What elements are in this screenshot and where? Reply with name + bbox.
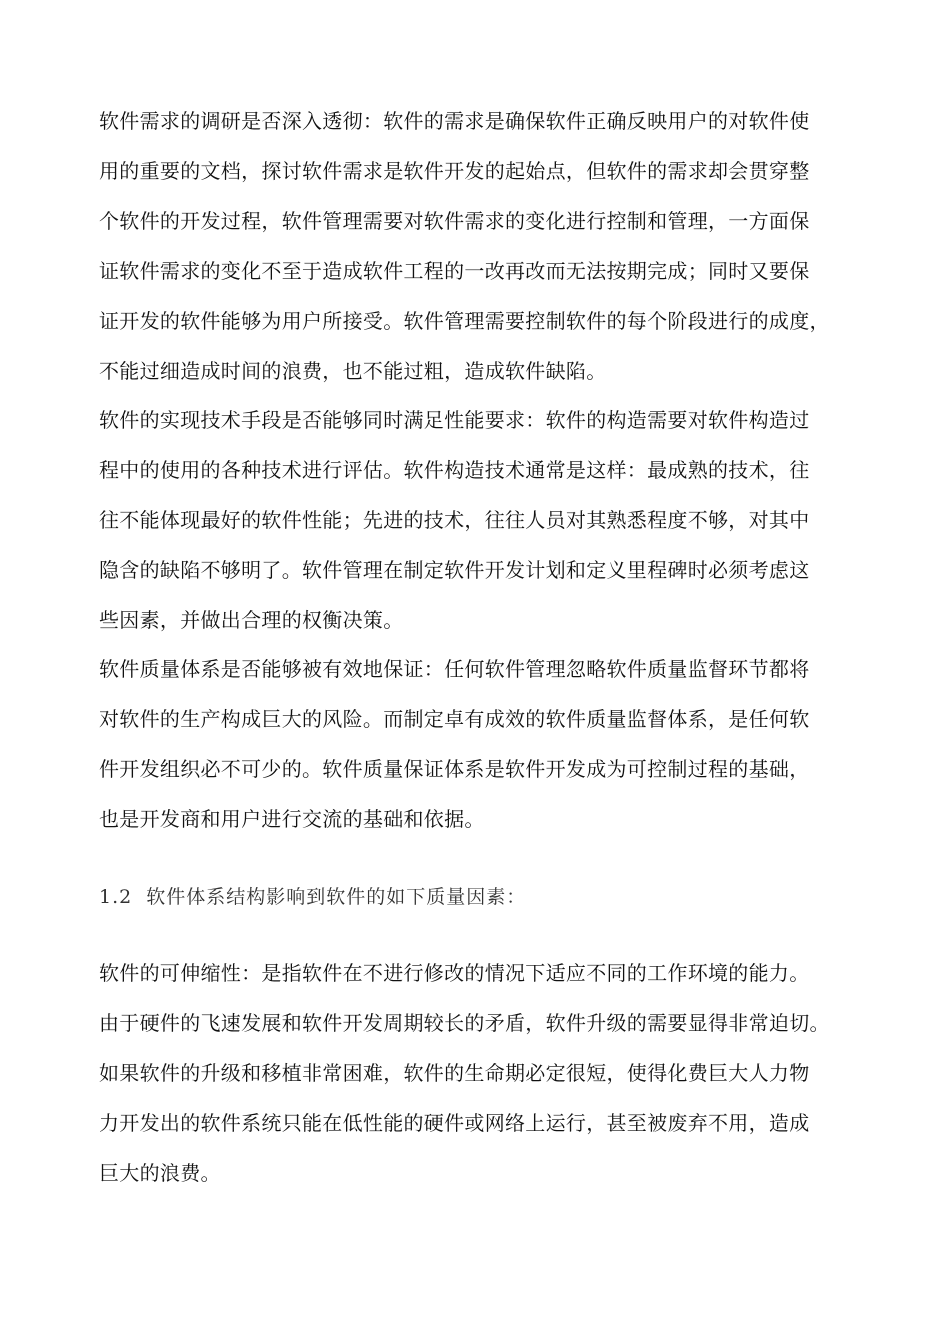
paragraph-implementation [99,395,839,645]
section-title: 软件体系结构影响到软件的如下质量因素： [146,886,527,908]
text-line: 证软件需求的变化不至于造成软件工程的一改再改而无法按期完成；同时又要保 [99,259,810,283]
text-line: 件开发组织必不可少的。软件质量保证体系是软件开发成为可控制过程的基础， [99,757,810,781]
text-line: 软件需求的调研是否深入透彻：软件的需求是确保软件正确反映用户的对软件使 [99,109,810,133]
text-line: 软件质量体系是否能够被有效地保证：任何软件管理忽略软件质量监督环节都将 [99,657,810,681]
text-line: 往不能体现最好的软件性能；先进的技术，往往人员对其熟悉程度不够，对其中 [99,508,810,532]
section-heading [99,872,526,922]
section-number: 1.2 [99,886,133,908]
paragraph-requirements [99,96,839,396]
paragraph-quality-system [99,644,839,844]
text-line: 如果软件的升级和移植非常困难，软件的生命期必定很短，使得化费巨大人力物 [99,1061,810,1085]
text-line: 对软件的生产构成巨大的风险。而制定卓有成效的软件质量监督体系，是任何软 [99,707,810,731]
text-line: 些因素，并做出合理的权衡决策。 [99,608,404,632]
text-line: 隐含的缺陷不够明了。软件管理在制定软件开发计划和定义里程碑时必须考虑这 [99,558,810,582]
text-line: 软件的实现技术手段是否能够同时满足性能要求：软件的构造需要对软件构造过 [99,408,810,432]
text-line: 不能过细造成时间的浪费，也不能过粗，造成软件缺陷。 [99,359,607,383]
text-line: 软件的可伸缩性：是指软件在不进行修改的情况下适应不同的工作环境的能力。 [99,961,810,985]
text-line: 证开发的软件能够为用户所接受。软件管理需要控制软件的每个阶段进行的成度， [99,309,830,333]
text-line: 由于硬件的飞速发展和软件开发周期较长的矛盾，软件升级的需要显得非常迫切。 [99,1011,830,1035]
text-line: 也是开发商和用户进行交流的基础和依据。 [99,807,485,831]
paragraph-scalability [99,948,839,1198]
text-line: 巨大的浪费。 [99,1161,221,1185]
text-line: 程中的使用的各种技术进行评估。软件构造技术通常是这样：最成熟的技术，往 [99,458,810,482]
text-line: 用的重要的文档，探讨软件需求是软件开发的起始点，但软件的需求却会贯穿整 [99,159,810,183]
text-line: 个软件的开发过程，软件管理需要对软件需求的变化进行控制和管理，一方面保 [99,209,810,233]
text-line: 力开发出的软件系统只能在低性能的硬件或网络上运行，甚至被废弃不用，造成 [99,1111,810,1135]
